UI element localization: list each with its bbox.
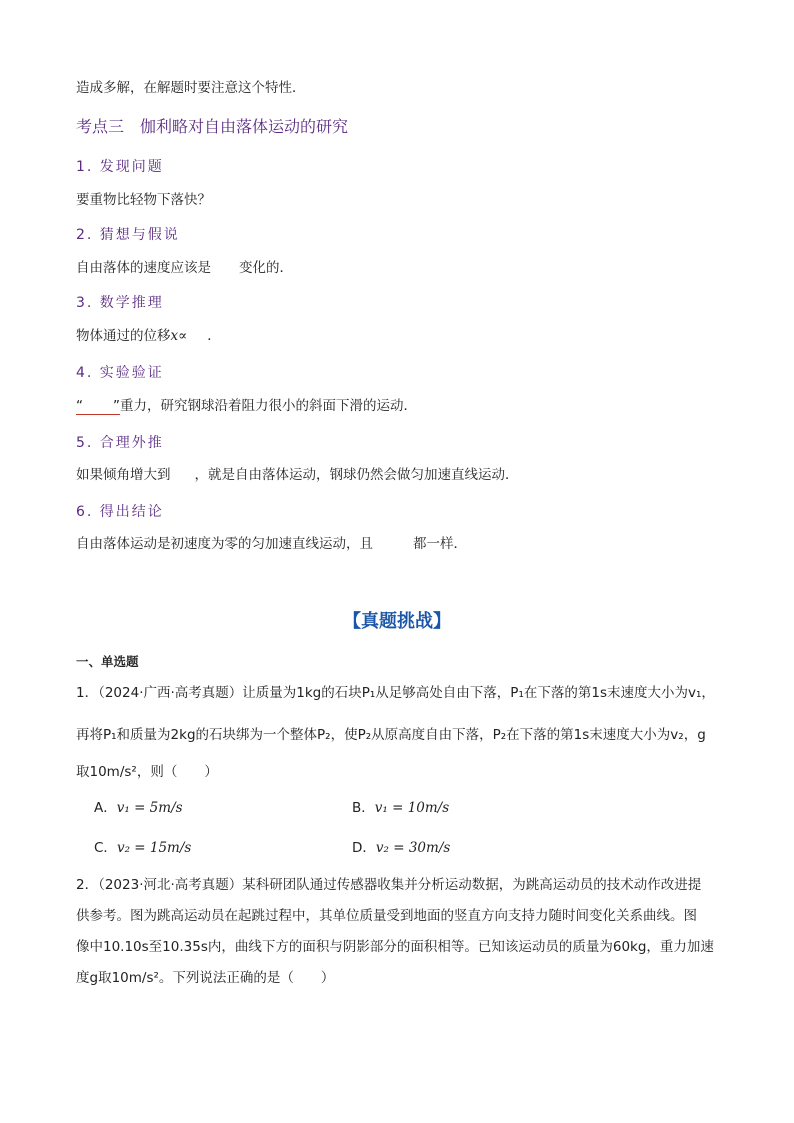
- step-4-after: 重力，研究钢球沿着阻力很小的斜面下滑的运动．: [120, 398, 417, 414]
- step-6-text: [76, 532, 467, 552]
- q1-line-1: 1．（2024·广西·高考真题）让质量为1kg的石块P₁从足够高处自由下落，P₁在下落的第1s末速度大小为v₁，: [76, 685, 715, 701]
- step-3-var: x∝: [170, 328, 188, 344]
- step-5-text: [76, 463, 519, 483]
- q2-line-3: 像中10.10s至10.35s内，曲线下方的面积与阴影部分的面积相等。已知该运动员的质量为60kg，重力加速: [76, 939, 714, 955]
- intro-line: 造成多解，在解题时要注意这个特性．: [76, 80, 306, 96]
- q1-line-3: 取10m/s²，则（ ）: [76, 764, 218, 780]
- step-2-before: 自由落体的速度应该是: [76, 260, 211, 276]
- q1-option-a[interactable]: A．v₁ = 5m/s: [94, 800, 183, 816]
- step-1-heading: 1. 发现问题: [76, 159, 164, 175]
- q1-option-b[interactable]: B．v₁ = 10m/s: [352, 800, 450, 816]
- q1-option-d[interactable]: D．v₂ = 30m/s: [352, 840, 451, 856]
- step-6-heading: 6. 得出结论: [76, 504, 164, 520]
- step-3-heading: 3. 数学推理: [76, 295, 164, 311]
- step-4-heading: 4. 实验验证: [76, 365, 164, 381]
- q2-line-2: 供参考。图为跳高运动员在起跳过程中，其单位质量受到地面的竖直方向支持力随时间变化关系曲线。图: [76, 908, 697, 924]
- banner-title: 【真题挑战】: [343, 611, 451, 632]
- step-5-after: ，就是自由落体运动，钢球仍然会做匀加速直线运动．: [194, 467, 519, 483]
- step-1-text: 要重物比轻物下落快？: [76, 192, 211, 208]
- step-6-before: 自由落体运动是初速度为零的匀加速直线运动，且: [76, 536, 373, 552]
- step-2-after: 变化的．: [239, 260, 293, 276]
- step-2-text: [76, 256, 293, 276]
- q2-line-4: 度g取10m/s²。下列说法正确的是（ ）: [76, 970, 335, 986]
- step-2-heading: 2. 猜想与假说: [76, 227, 180, 243]
- q1-line-2: 再将P₁和质量为2kg的石块绑为一个整体P₂，使P₂从原高度自由下落，P₂在下落的第1s末速度大小为v₂，g: [76, 727, 706, 743]
- section-title: 考点三 伽利略对自由落体运动的研究: [76, 117, 349, 136]
- step-3-text: [76, 324, 221, 344]
- step-4-quote: “ ”: [76, 398, 120, 414]
- step-4-text: [76, 394, 417, 414]
- step-3-after: ．: [207, 328, 221, 344]
- step-5-heading: 5. 合理外推: [76, 435, 164, 451]
- step-3-before: 物体通过的位移: [76, 328, 171, 344]
- step-5-before: 如果倾角增大到: [76, 467, 171, 483]
- q2-line-1: 2．（2023·河北·高考真题）某科研团队通过传感器收集并分析运动数据，为跳高运动员的技术动作改进提: [76, 877, 702, 893]
- question-type: 一、单选题: [76, 654, 139, 669]
- q1-option-c[interactable]: C．v₂ = 15m/s: [94, 840, 192, 856]
- step-6-after: 都一样．: [413, 536, 467, 552]
